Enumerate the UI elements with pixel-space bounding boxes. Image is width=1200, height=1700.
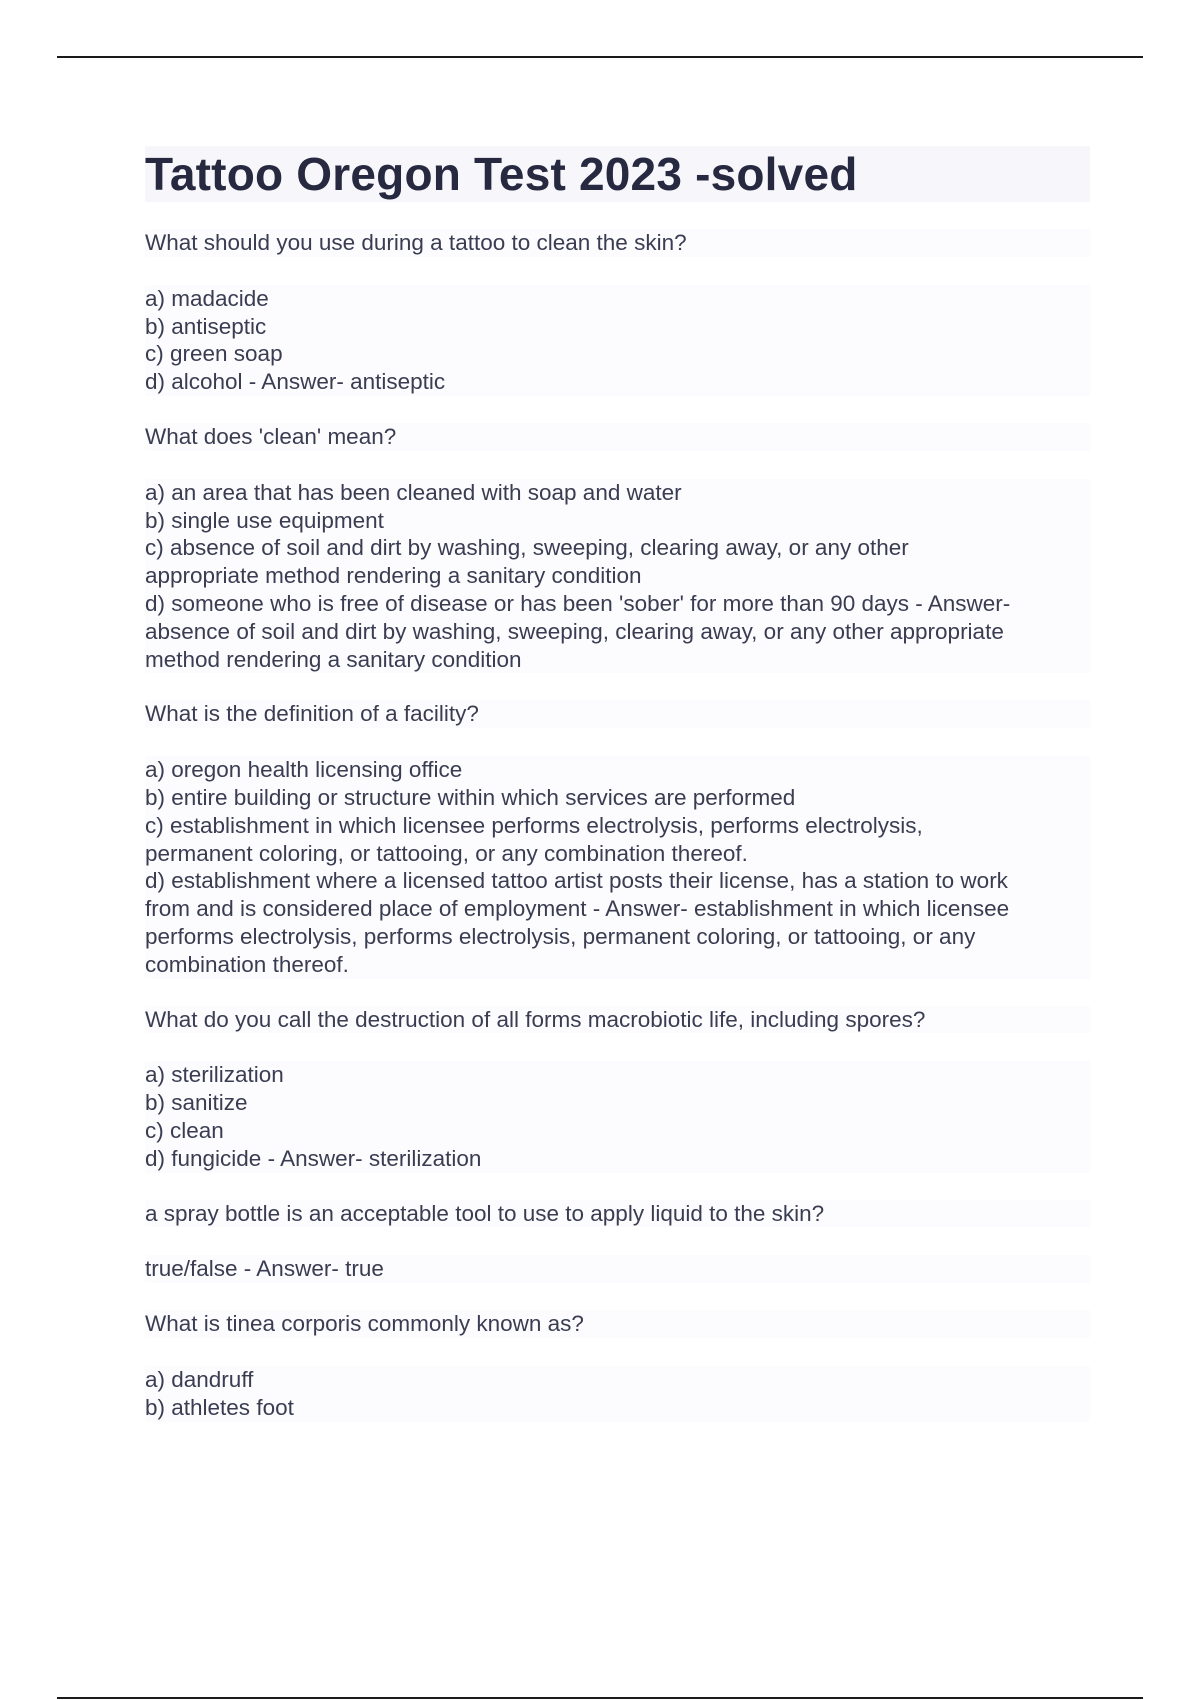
question-item (145, 423, 1090, 673)
question-text: What is the definition of a facility? (145, 700, 1090, 728)
answer-options: true/false - Answer- true (145, 1255, 1090, 1283)
bottom-divider (57, 1697, 1143, 1699)
question-text: What is tinea corporis commonly known as? (145, 1310, 1090, 1338)
question-item (145, 1200, 1090, 1284)
answer-options: a) madacide b) antiseptic c) green soap d) alcohol - Answer- antiseptic (145, 285, 1090, 396)
question-item (145, 700, 1090, 978)
question-item (145, 229, 1090, 396)
question-list (145, 229, 1090, 1422)
question-item (145, 1310, 1090, 1421)
document-title: Tattoo Oregon Test 2023 -solved (145, 146, 1090, 202)
answer-options: a) oregon health licensing office b) entire building or structure within which services are performed c) establishment in which licensee performs electrolysis, performs electrolysis, permanent coloring, or tattooing, or any combination thereof. d) establishment where a licensed tattoo artist posts their license, has a station to work from and is considered place of employment - Answer- establishment in which licensee performs electrolysis, performs electrolysis, permanent coloring, or tattooing, or any combination thereof. (145, 756, 1090, 978)
answer-options: a) sterilization b) sanitize c) clean d) fungicide - Answer- sterilization (145, 1061, 1090, 1172)
top-divider (57, 56, 1143, 58)
question-text: What should you use during a tattoo to clean the skin? (145, 229, 1090, 257)
question-text: What do you call the destruction of all forms macrobiotic life, including spores? (145, 1006, 1090, 1034)
answer-options: a) an area that has been cleaned with soap and water b) single use equipment c) absence of soil and dirt by washing, sweeping, clearing away, or any other appropriate method rendering a sanitary condition d) someone who is free of disease or has been 'sober' for more than 90 days - Answer- absence of soil and dirt by washing, sweeping, clearing away, or any other appropriate method rendering a sanitary condition (145, 479, 1090, 674)
question-text: a spray bottle is an acceptable tool to use to apply liquid to the skin? (145, 1200, 1090, 1228)
question-item (145, 1006, 1090, 1173)
answer-options: a) dandruff b) athletes foot (145, 1366, 1090, 1422)
question-text: What does 'clean' mean? (145, 423, 1090, 451)
document-body (145, 146, 1090, 1422)
